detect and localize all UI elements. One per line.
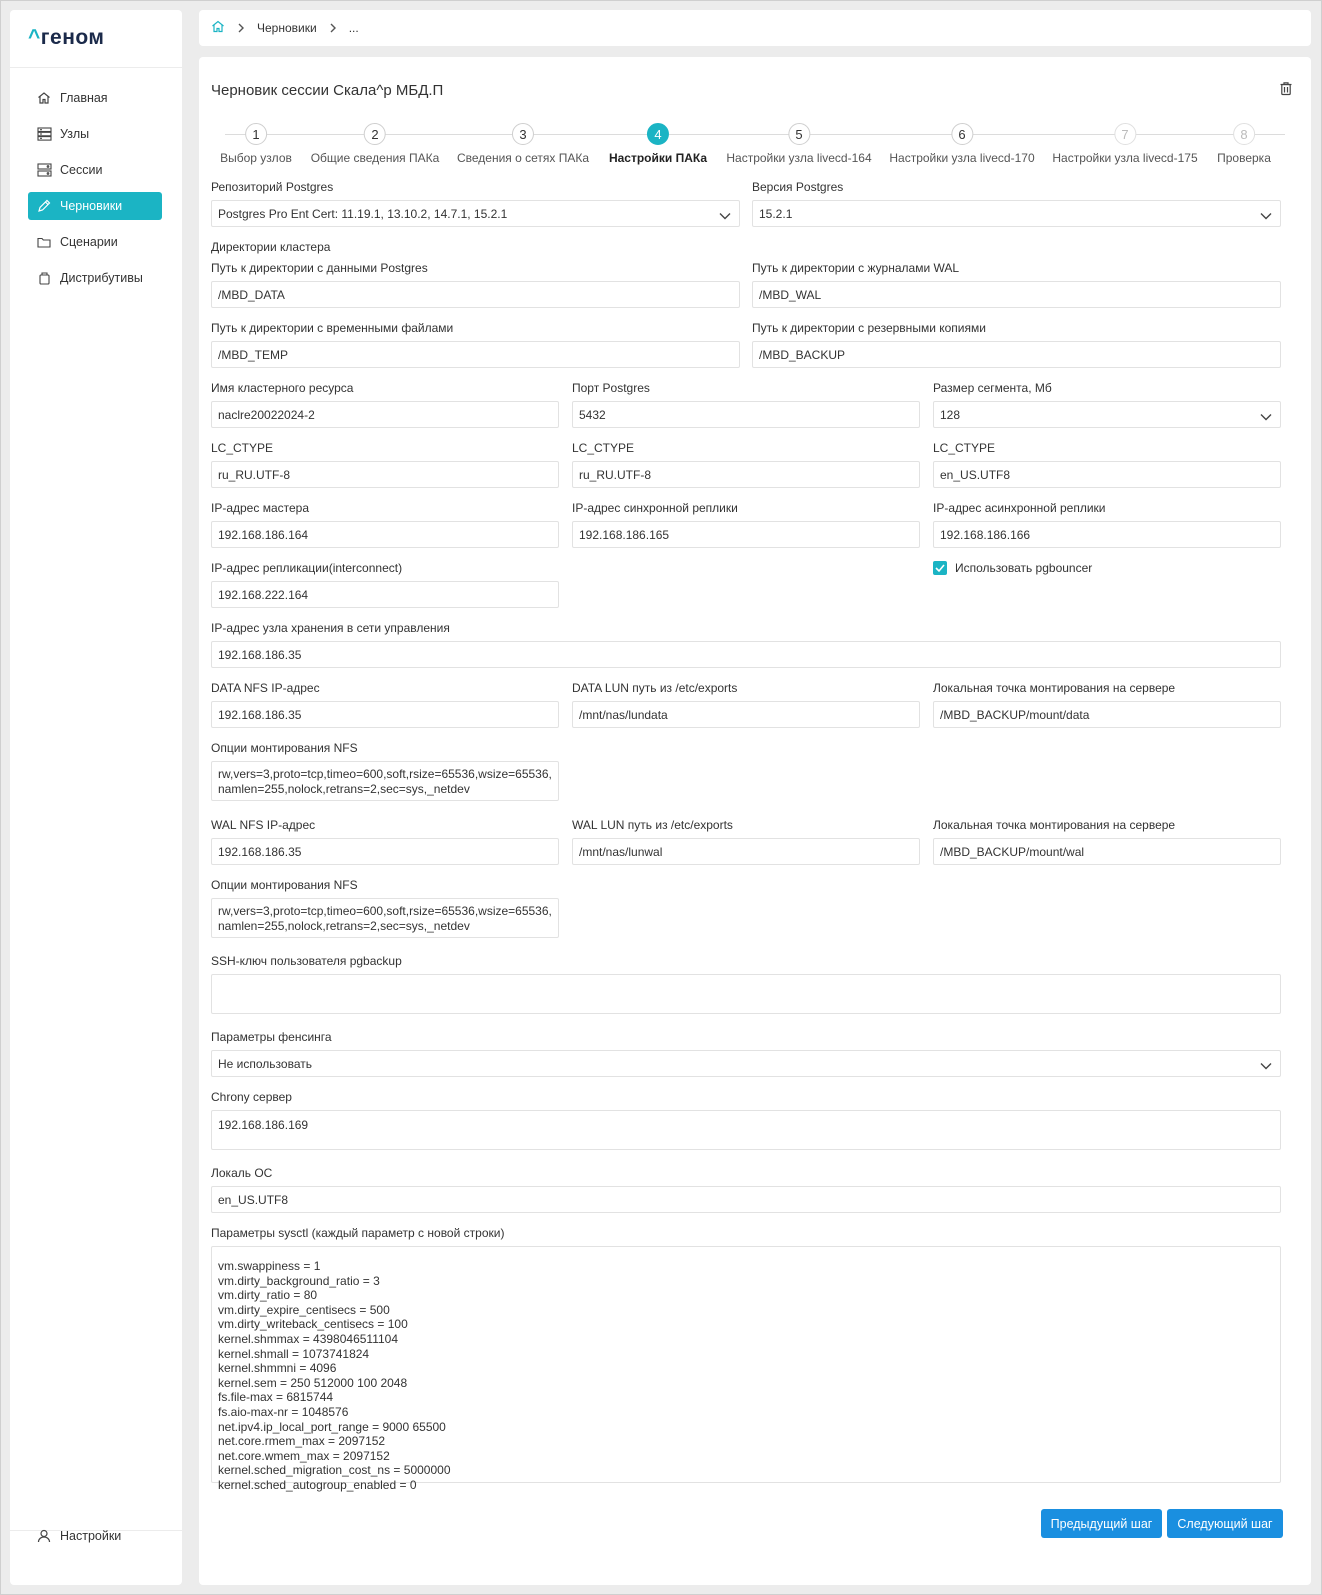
step-label: Выбор узлов (220, 151, 292, 165)
temp-dir-label: Путь к директории с временными файлами (211, 321, 454, 335)
step-number: 4 (647, 123, 669, 145)
data-mount-input[interactable]: /MBD_BACKUP/mount/data (933, 701, 1281, 728)
backup-dir-label: Путь к директории с резервными копиями (752, 321, 986, 335)
master-ip-label: IP-адрес мастера (211, 501, 309, 515)
pencil-icon (36, 198, 52, 214)
lc-ctype-label-2: LC_CTYPE (572, 441, 635, 455)
lc-ctype-input-3[interactable]: en_US.UTF8 (933, 461, 1281, 488)
chevron-down-icon (1260, 209, 1272, 219)
locale-input[interactable]: en_US.UTF8 (211, 1186, 1281, 1213)
step-label: Настройки узла livecd-164 (726, 151, 872, 165)
cluster-dirs-heading: Директории кластера (211, 240, 331, 254)
home-icon (36, 90, 52, 106)
trash-icon[interactable] (1279, 81, 1295, 97)
version-value: 15.2.1 (759, 206, 793, 221)
step-label: Сведения о сетях ПАКа (456, 151, 590, 165)
data-opts-label: Опции монтирования NFS (211, 741, 358, 755)
step-number: 7 (1114, 123, 1136, 145)
resource-label: Имя кластерного ресурса (211, 381, 354, 395)
step-number: 1 (245, 123, 267, 145)
data-nfs-input[interactable]: 192.168.186.35 (211, 701, 559, 728)
chevron-down-icon (719, 209, 731, 219)
wal-mount-label: Локальная точка монтирования на сервере (933, 818, 1176, 832)
data-nfs-label: DATA NFS IP-адрес (211, 681, 320, 695)
chevron-right-icon (237, 23, 245, 33)
repo-label: Репозиторий Postgres (211, 180, 334, 194)
sidebar-item-scenarios[interactable] (28, 228, 162, 256)
sidebar-item-label: Черновики (60, 199, 123, 213)
home-icon[interactable] (211, 20, 225, 36)
async-ip-label: IP-адрес асинхронной реплики (933, 501, 1106, 515)
wal-dir-label: Путь к директории с журналами WAL (752, 261, 960, 275)
breadcrumb-current: ... (348, 21, 359, 35)
repo-select[interactable] (211, 200, 740, 227)
data-lun-input[interactable]: /mnt/nas/lundata (572, 701, 920, 728)
step-label: Настройки узла livecd-170 (889, 151, 1035, 165)
data-lun-label: DATA LUN путь из /etc/exports (572, 681, 738, 695)
next-step-button[interactable]: Следующий шаг (1167, 1509, 1283, 1538)
sysctl-label: Параметры sysctl (каждый параметр с новой строки) (211, 1226, 505, 1240)
sidebar-item-sessions[interactable] (28, 156, 162, 184)
step-number: 2 (364, 123, 386, 145)
step-5[interactable] (726, 123, 871, 165)
step-3[interactable] (457, 123, 589, 165)
step-label: Настройки узла livecd-175 (1052, 151, 1198, 165)
pgbouncer-checkbox[interactable] (933, 561, 1092, 575)
checkmark-icon (933, 561, 947, 575)
sidebar (10, 10, 182, 1585)
wal-opts-label: Опции монтирования NFS (211, 878, 358, 892)
sidebar-item-drafts[interactable] (28, 192, 162, 220)
data-dir-input[interactable]: /MBD_DATA (211, 281, 740, 308)
segment-label: Размер сегмента, Мб (933, 381, 1052, 395)
ssh-label: SSH-ключ пользователя pgbackup (211, 954, 402, 968)
sidebar-item-label: Настройки (60, 1529, 122, 1543)
logo: ^геном (28, 26, 105, 49)
repo-value: Postgres Pro Ent Cert: 11.19.1, 13.10.2, 14.7.1, 15.2.1 (218, 206, 508, 221)
divider (10, 67, 182, 68)
temp-dir-input[interactable]: /MBD_TEMP (211, 341, 740, 368)
storage-ip-label: IP-адрес узла хранения в сети управления (211, 621, 450, 635)
sidebar-nav (28, 84, 162, 300)
version-label: Версия Postgres (752, 180, 844, 194)
chevron-down-icon (1260, 1059, 1272, 1069)
repl-ip-input[interactable]: 192.168.222.164 (211, 581, 559, 608)
async-ip-input[interactable]: 192.168.186.166 (933, 521, 1281, 548)
stepper (211, 123, 1299, 167)
sidebar-item-settings[interactable] (36, 1528, 121, 1544)
wal-lun-input[interactable]: /mnt/nas/lunwal (572, 838, 920, 865)
breadcrumb (199, 10, 1311, 46)
segment-select[interactable] (933, 401, 1281, 428)
chrony-label: Chrony сервер (211, 1090, 292, 1104)
lc-ctype-input-1[interactable]: ru_RU.UTF-8 (211, 461, 559, 488)
sidebar-item-nodes[interactable] (28, 120, 162, 148)
wal-opts-textarea[interactable]: rw,vers=3,proto=tcp,timeo=600,soft,rsize=65536,wsize=65536, namlen=255,nolock,retrans=2,sec=sys,_netdev (211, 898, 559, 938)
lc-ctype-input-2[interactable]: ru_RU.UTF-8 (572, 461, 920, 488)
chevron-down-icon (1260, 410, 1272, 420)
step-1[interactable] (220, 123, 292, 165)
user-icon (36, 1528, 52, 1544)
prev-step-button[interactable]: Предыдущий шаг (1041, 1509, 1162, 1538)
step-4[interactable] (609, 123, 707, 165)
step-2[interactable] (311, 123, 440, 165)
step-number: 5 (788, 123, 810, 145)
fencing-label: Параметры фенсинга (211, 1030, 332, 1044)
wal-mount-input[interactable]: /MBD_BACKUP/mount/wal (933, 838, 1281, 865)
resource-input[interactable]: naclre20022024-2 (211, 401, 559, 428)
step-label: Настройки ПАКа (608, 151, 708, 165)
step-number: 3 (512, 123, 534, 145)
backup-dir-input[interactable]: /MBD_BACKUP (752, 341, 1281, 368)
sync-ip-input[interactable]: 192.168.186.165 (572, 521, 920, 548)
master-ip-input[interactable]: 192.168.186.164 (211, 521, 559, 548)
version-select[interactable] (752, 200, 1281, 227)
segment-value: 128 (940, 407, 961, 422)
data-dir-label: Путь к директории с данными Postgres (211, 261, 428, 275)
storage-ip-input[interactable]: 192.168.186.35 (211, 641, 1281, 668)
wal-nfs-input[interactable]: 192.168.186.35 (211, 838, 559, 865)
sidebar-item-label: Узлы (60, 127, 90, 141)
step-number: 6 (951, 123, 973, 145)
wal-dir-input[interactable]: /MBD_WAL (752, 281, 1281, 308)
data-opts-textarea[interactable]: rw,vers=3,proto=tcp,timeo=600,soft,rsize=65536,wsize=65536, namlen=255,nolock,retrans=2,sec=sys,_netdev (211, 761, 559, 801)
page-title: Черновик сессии Скала^р МБД.П (211, 82, 444, 99)
sidebar-item-label: Дистрибутивы (60, 271, 143, 285)
sidebar-item-home[interactable] (28, 84, 162, 112)
ssh-textarea[interactable] (211, 974, 1281, 1014)
wal-lun-label: WAL LUN путь из /etc/exports (572, 818, 733, 832)
port-label: Порт Postgres (572, 381, 650, 395)
step-label: Общие сведения ПАКа (310, 151, 440, 165)
package-icon (36, 270, 52, 286)
sidebar-item-label: Сессии (60, 163, 103, 177)
step-label: Проверка (1217, 151, 1271, 165)
step-7[interactable] (1052, 123, 1197, 165)
chevron-right-icon (329, 23, 337, 33)
breadcrumb-drafts[interactable]: Черновики (257, 21, 317, 35)
fencing-select[interactable] (211, 1050, 1281, 1077)
lc-ctype-label-3: LC_CTYPE (933, 441, 996, 455)
lc-ctype-label-1: LC_CTYPE (211, 441, 274, 455)
locale-label: Локаль ОС (211, 1166, 273, 1180)
sessions-icon (36, 162, 52, 178)
server-icon (36, 126, 52, 142)
sidebar-item-label: Сценарии (60, 235, 118, 249)
pgbouncer-label: Использовать pgbouncer (955, 561, 1093, 575)
folder-icon (36, 234, 52, 250)
port-input[interactable]: 5432 (572, 401, 920, 428)
sidebar-item-label: Главная (60, 91, 108, 105)
wal-nfs-label: WAL NFS IP-адрес (211, 818, 316, 832)
sync-ip-label: IP-адрес синхронной реплики (572, 501, 738, 515)
fencing-value: Не использовать (218, 1056, 312, 1071)
step-6[interactable] (889, 123, 1034, 165)
sysctl-textarea[interactable]: vm.swappiness = 1 vm.dirty_background_ratio = 3 vm.dirty_ratio = 80 vm.dirty_expire_centisecs = 500 vm.dirty_writeback_centisecs = 100 kernel.shmmax = 4398046511104 kernel.shmall = 1073741824 kernel.shmmni = 4096 kernel.sem = 250 512000 100 2048 fs.file-max = 6815744 fs.aio-max-nr = 1048576 net.ipv4.ip_local_port_range = 9000 65500 net.core.rmem_max = 2097152 net.core.wmem_max = 2097152 kernel.sched_migration_cost_ns = 5000000 kernel.sched_autogroup_enabled = 0 (211, 1246, 1281, 1483)
chrony-textarea[interactable]: 192.168.186.169 (211, 1110, 1281, 1150)
step-8[interactable] (1217, 123, 1271, 165)
sidebar-item-distributions[interactable] (28, 264, 162, 292)
step-number: 8 (1233, 123, 1255, 145)
main-panel (199, 57, 1311, 1585)
data-mount-label: Локальная точка монтирования на сервере (933, 681, 1176, 695)
repl-ip-label: IP-адрес репликации(interconnect) (211, 561, 403, 575)
